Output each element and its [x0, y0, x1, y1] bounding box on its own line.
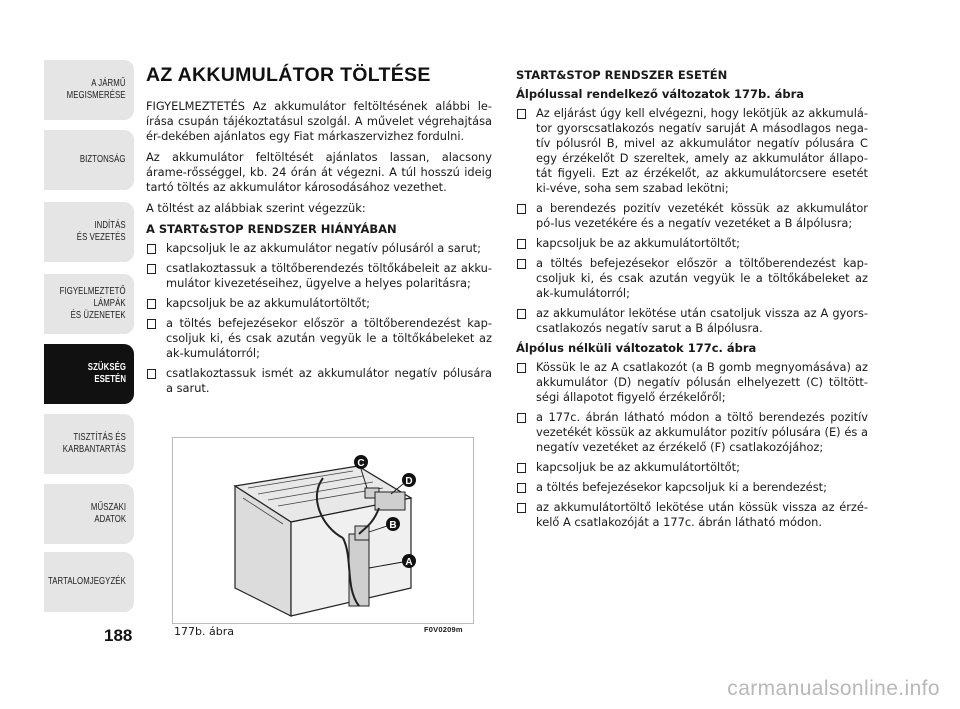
list-item: kapcsoljuk be az akkumulátortöltőt;	[516, 460, 868, 475]
callout-c-label: C	[357, 458, 365, 469]
tab-label: SZÜKSÉG ESETÉN	[87, 362, 126, 385]
tab-label: TARTALOMJEGYZÉK	[48, 576, 126, 587]
list-item: Kössük le az A csatlakozót (a B gomb megnyomásáva) az akkumulátor (D) negatív pólusán elhelyezett (C) töltött-ségi állapotot figyelő érzékelőről;	[516, 360, 868, 405]
tab-label: A JÁRMŰ MEGISMERÉSE	[67, 78, 126, 101]
section-heading-start-stop: START&STOP RENDSZER ESETÉN	[516, 68, 728, 82]
list-item: a töltés befejezésekor kapcsoljuk ki a berendezést;	[516, 480, 868, 495]
list-item: a berendezés pozitív vezetékét kössük az akkumulátor pó-lus vezetékére és a negatív vezetéket a B álpólusra;	[516, 201, 868, 231]
page-number: 188	[104, 626, 133, 645]
list-item: csatlakoztassuk a töltőberendezés töltőkábeleit az akku-mulátor kivezetéseihez, ügyelve a helyes polaritásra;	[146, 261, 492, 291]
warning-paragraph: FIGYELMEZTETÉS Az akkumulátor feltöltésének alábbi le-írása csupán tájékoztatásul szolgál. A művelet végrehajtása ér-dekében ajánlatos egy Fiat márkaszervizhez fordulni.	[146, 99, 492, 143]
battery-illustration	[173, 438, 473, 623]
tab-muszaki-adatok[interactable]	[44, 484, 134, 544]
list-item: a töltés befejezésekor először a töltőberendezést kap-csoljuk ki, és csak azután vegyük le a töltőkábeleket az ak-kumulátorról;	[146, 316, 492, 361]
sensor-d	[375, 492, 405, 510]
list-item: Az eljárást úgy kell elvégezni, hogy lekötjük az akkumulá-tor gyorscsatlakozós negatív saruját A másodlagos nega-tív pólusról B, mivel az akkumulátor negatív pólusára C egy érzékelőt D szereltek, amely az akkumulátor állapo-tát figyeli. Ezt az érzékelőt, az akkumulátorcsere esetét ki-véve, soha sem szabad lekötni;	[516, 106, 868, 196]
list-item: a töltés befejezésekor először a töltőberendezést kap-csoljuk ki, és csak azután vegyük le a töltőkábeleket az ak-kumulátorról;	[516, 256, 868, 301]
procedure-intro: A töltést az alábbiak szerint végezzük:	[146, 201, 366, 215]
tab-biztonsag[interactable]	[44, 130, 134, 190]
callout-b-label: B	[389, 520, 397, 531]
tab-label: BIZTONSÁG	[80, 154, 126, 165]
subheading-secondary-pole: Álpólussal rendelkező változatok 177b. ábra	[516, 87, 804, 101]
figure-caption: 177b. ábra	[174, 625, 234, 638]
battery-figure	[172, 437, 474, 624]
list-item: csatlakoztassuk ismét az akkumulátor negatív pólusára a sarut.	[146, 366, 492, 396]
list-item: az akkumulátor lekötése után csatoljuk vissza az A gyors-csatlakozós negatív sarut a B álpólusra.	[516, 306, 868, 336]
tab-label: FIGYELMEZTETŐ LÁMPÁK ÉS ÜZENETEK	[59, 286, 126, 321]
tab-a-jarmu-megismerese[interactable]	[44, 60, 134, 120]
steps-list-secondary-pole	[516, 106, 868, 336]
left-column	[146, 64, 492, 401]
steps-list-no-secondary-pole	[516, 360, 868, 530]
charging-advice-paragraph: Az akkumulátor feltöltését ajánlatos lassan, alacsony árame-rősséggel, kb. 24 órán át végezni. A túl hosszú ideig tartó töltés az akkumulátor károsodásához vezethet.	[146, 150, 492, 194]
tab-label: MŰSZAKI ADATOK	[90, 502, 126, 525]
page-title: AZ AKKUMULÁTOR TÖLTÉSE	[146, 64, 431, 86]
tab-label: TISZTÍTÁS ÉS KARBANTARTÁS	[62, 432, 126, 455]
section-heading-without-start-stop: A START&STOP RENDSZER HIÁNYÁBAN	[146, 222, 397, 236]
subheading-no-secondary-pole: Álpólus nélküli változatok 177c. ábra	[516, 341, 757, 355]
tab-figyelmezteto-lampak[interactable]	[44, 274, 134, 334]
tab-label: INDÍTÁS ÉS VEZETÉS	[77, 220, 126, 243]
list-item: kapcsoljuk be az akkumulátortöltőt;	[146, 296, 492, 311]
list-item: kapcsoljuk be az akkumulátortöltőt;	[516, 236, 868, 251]
list-item: az akkumulátortöltő lekötése után kössük vissza az érzé-kelő A csatlakozóját a 177c. ábrán látható módon.	[516, 500, 868, 530]
tab-szukseg-eseten[interactable]	[44, 344, 134, 404]
list-item: a 177c. ábrán látható módon a töltő berendezés pozitív vezetékét kössük az akkumulátor pozitív pólusára (E) és a negatív vezetéket az érzékelő (F) csatlakozójához;	[516, 410, 868, 455]
tab-tisztitas-es-karbantartas[interactable]	[44, 414, 134, 474]
figure-code: F0V0209m	[424, 625, 463, 634]
callout-a-label: A	[405, 557, 413, 568]
steps-list-without-start-stop	[146, 241, 492, 396]
watermark: carmanualsonline.info	[727, 677, 940, 700]
right-column	[516, 66, 868, 535]
tab-tartalomjegyzek[interactable]	[44, 552, 134, 612]
callout-d-label: D	[405, 476, 413, 487]
tab-inditas-es-vezetes[interactable]	[44, 202, 134, 262]
list-item: kapcsoljuk le az akkumulátor negatív pólusáról a sarut;	[146, 241, 492, 256]
quick-connector-a	[349, 534, 369, 606]
